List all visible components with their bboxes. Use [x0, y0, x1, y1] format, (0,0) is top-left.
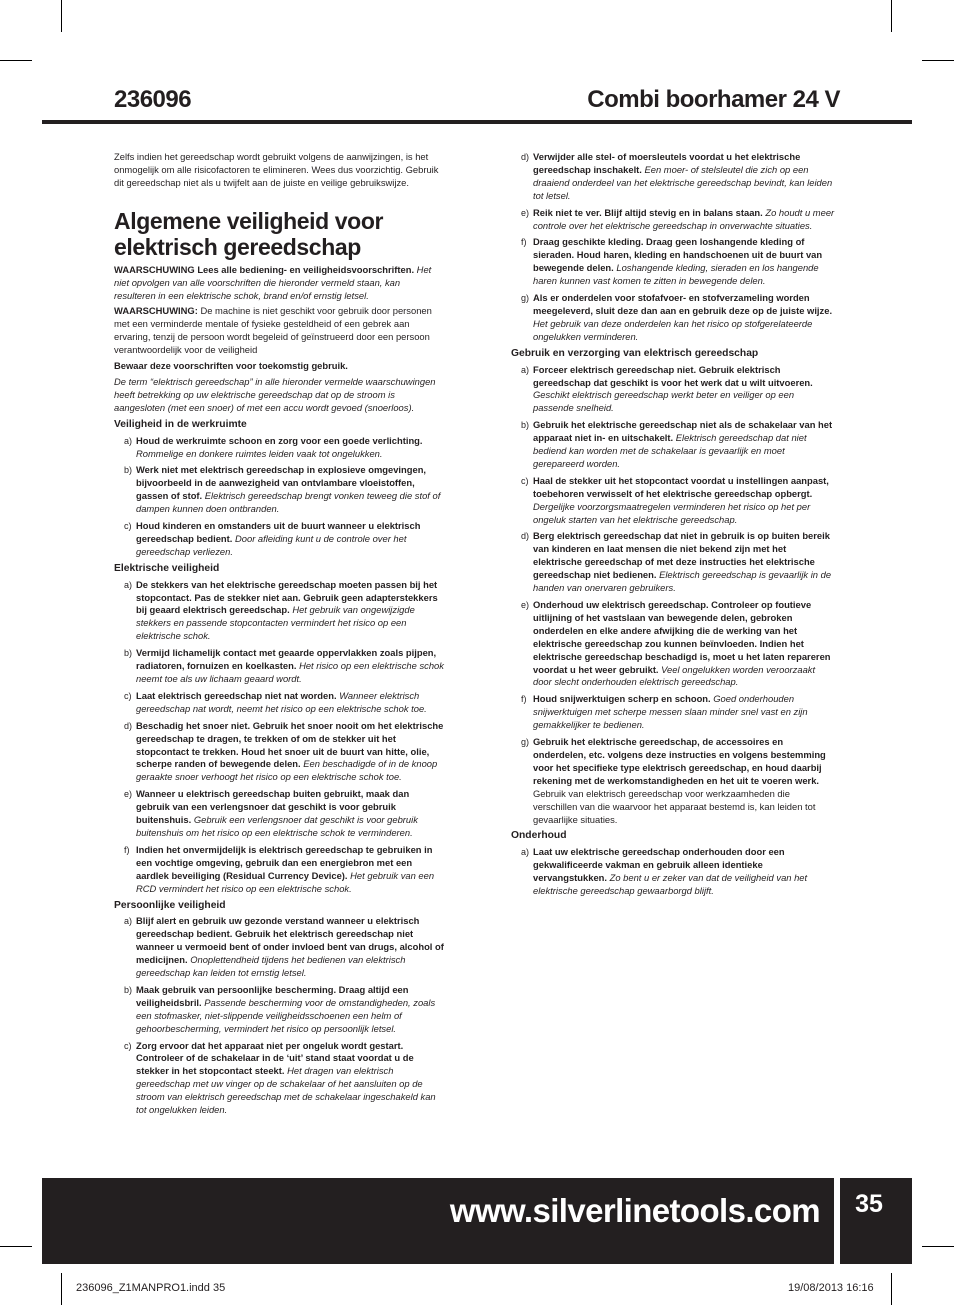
- list-item: [114, 788, 444, 840]
- page-title: Combi boorhamer 24 V: [587, 86, 840, 113]
- subsection-title: Persoonlijke veiligheid: [114, 899, 226, 911]
- warning-1: [114, 264, 444, 303]
- list-item: [511, 846, 836, 898]
- item-italic: Het gebruik van ongewijzigde stekkers en passende stopcontacten vermindert het risico op een elektrische schok.: [136, 604, 415, 642]
- right-continued-items: [511, 151, 836, 344]
- item-bold: Reik niet te ver. Blijf altijd stevig en in balans staan.: [533, 206, 763, 218]
- subsection-title: Veiligheid in de werkruimte: [114, 418, 247, 430]
- item-letter: a): [521, 847, 530, 858]
- keep-instructions: [114, 360, 444, 373]
- item-italic: Zo bent u er zeker van dat de veiligheid van het elektrische gereedschap gewaarborgd blijft.: [533, 872, 808, 897]
- item-italic: Gebruik een verlengsnoer dat geschikt is voor gebruik buitenshuis om het risico op een elektrische schok te verminderen.: [136, 814, 418, 838]
- item-italic: Elektrisch gereedschap dat niet bediend kan worden met de schakelaar is gevaarlijk en moet gerepareerd worden.: [533, 432, 807, 469]
- item-letter: d): [521, 152, 530, 162]
- item-bold: Houd snijwerktuigen scherp en schoon.: [533, 693, 711, 705]
- item-letter: c): [124, 521, 132, 532]
- item-italic: Het gebruik van een RCD vermindert het risico op een elektrische schok.: [136, 869, 435, 894]
- crop-mark: [891, 0, 892, 32]
- list-item: [114, 1040, 444, 1117]
- warning-2: [114, 305, 444, 357]
- keep-instructions-text: Bewaar deze voorschriften voor toekomstig gebruik.: [114, 360, 348, 372]
- item-text: Gebruik van elektrisch gereedschap voor werkzaamheden die verschillen van die waarvoor het apparaat bestemd is, kan leiden tot gevaarlijke situaties.: [533, 787, 816, 825]
- file-slug: 236096_Z1MANPRO1.indd 35: [76, 1282, 226, 1294]
- item-letter: g): [521, 293, 530, 304]
- item-letter: e): [124, 789, 133, 800]
- list-item: [114, 844, 444, 896]
- item-italic: Het dragen van elektrisch gereedschap met uw vinger op de schakelaar of het aansluiten op de stroom van elektrisch gereedschap met de schakelaar ingeschakeld kan tot ongelukken leiden.: [136, 1065, 436, 1116]
- list-item: [114, 579, 444, 644]
- warning-2-bold: WAARSCHUWING:: [114, 305, 198, 317]
- item-letter: g): [521, 737, 530, 748]
- list-item: [511, 530, 836, 595]
- header-rule: [42, 120, 912, 124]
- list-item: [114, 915, 444, 980]
- item-italic: Het gebruik van deze onderdelen kan het risico op stofgerelateerde ongelukken verminderen.: [533, 317, 813, 342]
- warning-2-text: De machine is niet geschikt voor gebruik door personen met een verminderde mentale of fysieke gesteldheid of een gebrek aan ervaring, tenzij de persoon wordt begeleid of geïnstrueerd door een persoon verantwoordelijk voor de veiligheid: [114, 305, 432, 356]
- item-letter: b): [124, 984, 133, 995]
- subsection-title: Gebruik en verzorging van elektrisch gereedschap: [511, 347, 759, 359]
- item-letter: b): [124, 648, 133, 659]
- item-bold: Gebruik het elektrische gereedschap niet als de schakelaar van het apparaat niet in- en uitschakelt.: [533, 419, 833, 444]
- item-italic: Veel ongelukken worden veroorzaakt door slecht onderhouden elektrisch gereedschap.: [533, 663, 816, 688]
- item-italic: Passende bescherming voor de omstandigheden, zoals een stofmasker, niet-slippende veiligheidsschoenen een helm of gehoorbescherming, vermindert het risico op persoonlijk letsel.: [136, 996, 436, 1034]
- item-italic: Elektrisch gereedschap brengt vonken teweeg die stof of dampen kunnen doen ontbranden.: [136, 490, 441, 515]
- date-slug: 19/08/2013 16:16: [788, 1282, 874, 1294]
- item-letter: c): [521, 475, 529, 486]
- item-bold: Blijf alert en gebruik uw gezonde verstand wanneer u elektrisch gereedschap bedient. Gebruik het elektrisch gereedschap niet wanneer u vermoeid bent of onder invloed bent van drugs, alcohol of medicijnen.: [136, 915, 444, 966]
- crop-mark: [61, 1273, 62, 1305]
- right-column: [511, 151, 836, 902]
- crop-mark: [61, 0, 62, 32]
- item-letter: d): [521, 531, 530, 542]
- item-letter: f): [521, 694, 527, 705]
- crop-mark: [0, 1246, 32, 1247]
- list-item: [114, 690, 444, 716]
- item-bold: Forceer elektrisch gereedschap niet. Gebruik elektrisch gereedschap dat geschikt is voor het werk dat u wilt uitvoeren.: [533, 363, 813, 388]
- item-italic: Loshangende kleding, sieraden en los hangende haren kunnen vast komen te zitten in bewegende delen.: [533, 262, 819, 287]
- item-letter: a): [124, 435, 133, 446]
- intro-text: Zelfs indien het gereedschap wordt gebruikt volgens de aanwijzingen, is het onmogelijk om alle risicofactoren te elimineren. Wees dus voorzichtig. Gebruik dit gereedschap niet als u twijfelt aan de juiste en veilige gebruikswijze.: [114, 151, 439, 188]
- item-bold: Gebruik het elektrische gereedschap, de accessoires en onderdelen, etc. volgens deze instructies en volgens bestemming voor het specifieke type elektrisch gereedschap, en houd daarbij rekening met de werkomstandigheden en het uit te voeren werk.: [533, 736, 826, 786]
- item-bold: Zorg ervoor dat het apparaat niet per ongeluk wordt gestart. Controleer of de schakelaar in de ‘uit’ stand staat voordat u de stekker in het stopcontact steekt.: [136, 1039, 414, 1077]
- list-item: [511, 292, 836, 344]
- list-item: [114, 720, 444, 785]
- item-italic: Door afleiding kunt u de controle over het gereedschap verliezen.: [136, 532, 407, 557]
- product-code: 236096: [114, 86, 192, 113]
- list-item: [511, 151, 836, 203]
- subsection-title: Elektrische veiligheid: [114, 562, 220, 574]
- list-item: [114, 520, 444, 559]
- left-sections: [114, 419, 444, 1117]
- item-letter: c): [124, 690, 132, 701]
- page-number-box: [840, 1178, 912, 1264]
- item-italic: Rommelige en donkere ruimtes leiden vaak tot ongelukken.: [136, 447, 383, 459]
- left-column: [114, 151, 444, 1121]
- item-bold: Verwijder alle stel- of moersleutels voordat u het elektrische gereedschap inschakelt.: [533, 151, 801, 175]
- crop-mark: [0, 60, 32, 61]
- item-italic: Het risico op een elektrische schok neemt toe als uw lichaam geaard wordt.: [136, 660, 444, 684]
- item-letter: f): [521, 237, 527, 248]
- section-heading: Algemene veiligheid voor elektrisch gereedschap: [114, 207, 384, 260]
- item-bold: Wanneer u elektrisch gereedschap buiten gebruikt, maak dan gebruik van een verlengsnoer dat geschikt is voor gebruik buitenshuis.: [136, 788, 410, 826]
- item-italic: Dergelijke voorzorgsmaatregelen verminderen het risico op het per ongeluk starten van het elektrische gereedschap.: [533, 500, 811, 525]
- footer-bar: [42, 1178, 834, 1264]
- item-italic: Wanneer elektrisch gereedschap nat wordt, neemt het risico op een elektrische schok toe.: [136, 689, 427, 714]
- item-bold: Indien het onvermijdelijk is elektrisch gereedschap te gebruiken in een vochtige omgeving, gebruik dan een energiebron met een aardlek beveiliging (Residual Currency Device).: [136, 843, 433, 881]
- page-header: [114, 86, 840, 118]
- term-definition: [114, 376, 444, 415]
- warning-1-bold: WAARSCHUWING Lees alle bediening- en veiligheidsvoorschriften.: [114, 263, 415, 275]
- item-letter: d): [124, 720, 133, 731]
- item-bold: Laat uw elektrische gereedschap onderhouden door een gekwalificeerde vakman en gebruik alleen identieke vervangstukken.: [533, 846, 785, 884]
- item-bold: Als er onderdelen voor stofafvoer- en stofverzameling worden meegeleverd, sluit deze dan aan en gebruik deze op de juiste wijze.: [533, 292, 833, 316]
- list-item: [511, 236, 836, 288]
- item-italic: Elektrisch gereedschap is gevaarlijk in de handen van onervaren gebruikers.: [533, 569, 832, 594]
- website-url[interactable]: www.silverlinetools.com: [449, 1192, 820, 1229]
- item-italic: Een beschadigde of in de knoop geraakte snoer verhoogt het risico op een elektrische schok toe.: [136, 758, 438, 783]
- list-item: [511, 693, 836, 732]
- item-letter: b): [124, 465, 133, 476]
- list-item: [114, 647, 444, 686]
- list-item: [511, 475, 836, 527]
- crop-mark: [922, 60, 954, 61]
- crop-mark: [891, 1273, 892, 1305]
- item-italic: Onoplettendheid tijdens het bedienen van elektrisch gereedschap kan leiden tot ernstig letsel.: [136, 954, 406, 979]
- item-italic: Geschikt elektrisch gereedschap werkt beter en veiliger op een passende snelheid.: [533, 389, 795, 414]
- term-definition-text: De term “elektrisch gereedschap” in alle hieronder vermelde waarschuwingen heeft betrekking op uw elektrische gereedschap dat op de stroom is aangesloten (met een snoer) of met een accu wordt gevoed (snoerloos).: [114, 375, 436, 413]
- item-letter: e): [521, 207, 530, 218]
- item-bold: Maak gebruik van persoonlijke bescherming. Draag altijd een veiligheidsbril.: [136, 983, 409, 1008]
- item-italic: Zo houdt u meer controle over het elektrische gereedschap in onverwachte situaties.: [533, 206, 835, 231]
- right-sections: [511, 348, 836, 898]
- item-bold: Draag geschikte kleding. Draag geen loshangende kleding of sieraden. Houd haren, kleding en handschoenen uit de buurt van bewegende delen.: [533, 236, 823, 274]
- item-bold: Berg elektrisch gereedschap dat niet in gebruik is op buiten bereik van kinderen en laat mensen die niet bekend zijn met het elektrische gereedschap of met deze instructies het elektrische gereedschap niet bedienen.: [533, 530, 830, 581]
- list-item: [114, 464, 444, 516]
- item-bold: Vermijd lichamelijk contact met geaarde oppervlakken zoals pijpen, radiatoren, fornuizen en koelkasten.: [136, 647, 437, 672]
- item-italic: Een moer- of stelsleutel die zich op een draaiend onderdeel van het elektrische gereedschap bevindt, kan leiden tot letsel.: [533, 163, 833, 201]
- item-letter: c): [124, 1040, 132, 1051]
- list-item: [511, 419, 836, 471]
- warning-1-italic: Het niet opvolgen van alle voorschriften die hieronder vermeld staan, kan resulteren in een elektrische schok, brand en/of ernstig letsel.: [114, 263, 432, 301]
- crop-mark: [922, 1246, 954, 1247]
- item-letter: a): [124, 916, 133, 927]
- list-item: [511, 364, 836, 416]
- item-bold: Laat elektrisch gereedschap niet nat worden.: [136, 689, 337, 701]
- subsection-title: Onderhoud: [511, 830, 567, 842]
- item-letter: a): [521, 364, 530, 375]
- list-item: [511, 736, 836, 826]
- list-item: [511, 207, 836, 233]
- item-letter: f): [124, 844, 130, 855]
- item-bold: Onderhoud uw elektrisch gereedschap. Controleer op foutieve uitlijning of het vastslaan van bewegende delen, gebroken onderdelen en elke andere afwijking die de werking van het elektrische gereedschap zou kunnen beïnvloeden. Indien het elektrische gereedschap beschadigd is, moet u het laten repareren voordat u het weer gebruikt.: [533, 599, 831, 675]
- list-item: [114, 984, 444, 1036]
- list-item: [511, 599, 836, 689]
- item-bold: Houd de werkruimte schoon en zorg voor een goede verlichting.: [136, 434, 423, 446]
- item-bold: Werk niet met elektrisch gereedschap in explosieve omgevingen, bijvoorbeeld in de aanwezigheid van ontvlambare vloeistoffen, gassen of stof.: [136, 464, 427, 502]
- item-bold: Beschadig het snoer niet. Gebruik het snoer nooit om het elektrische gereedschap te dragen, te trekken of om de stekker uit het stopcontact te trekken. Houd het snoer uit de buurt van hitte, olie, scherpe randen of bewegende delen.: [136, 719, 444, 770]
- page-number: 35: [855, 1190, 883, 1218]
- item-letter: b): [521, 420, 530, 431]
- item-letter: e): [521, 600, 530, 610]
- item-bold: Haal de stekker uit het stopcontact voordat u instellingen aanpast, toebehoren verwisselt of het elektrische gereedschap opbergt.: [533, 474, 829, 499]
- item-bold: Houd kinderen en omstanders uit de buurt wanneer u elektrisch gereedschap bedient.: [136, 520, 421, 544]
- list-item: [114, 435, 444, 461]
- item-letter: a): [124, 579, 133, 590]
- item-italic: Goed onderhouden snijwerktuigen met scherpe messen slaan minder snel vast en zijn gemakkelijker te bedienen.: [533, 693, 808, 731]
- item-bold: De stekkers van het elektrische gereedschap moeten passen bij het stopcontact. Pas de stekker niet aan. Gebruik geen adapterstekkers bij geaard elektrisch gereedschap.: [136, 578, 438, 616]
